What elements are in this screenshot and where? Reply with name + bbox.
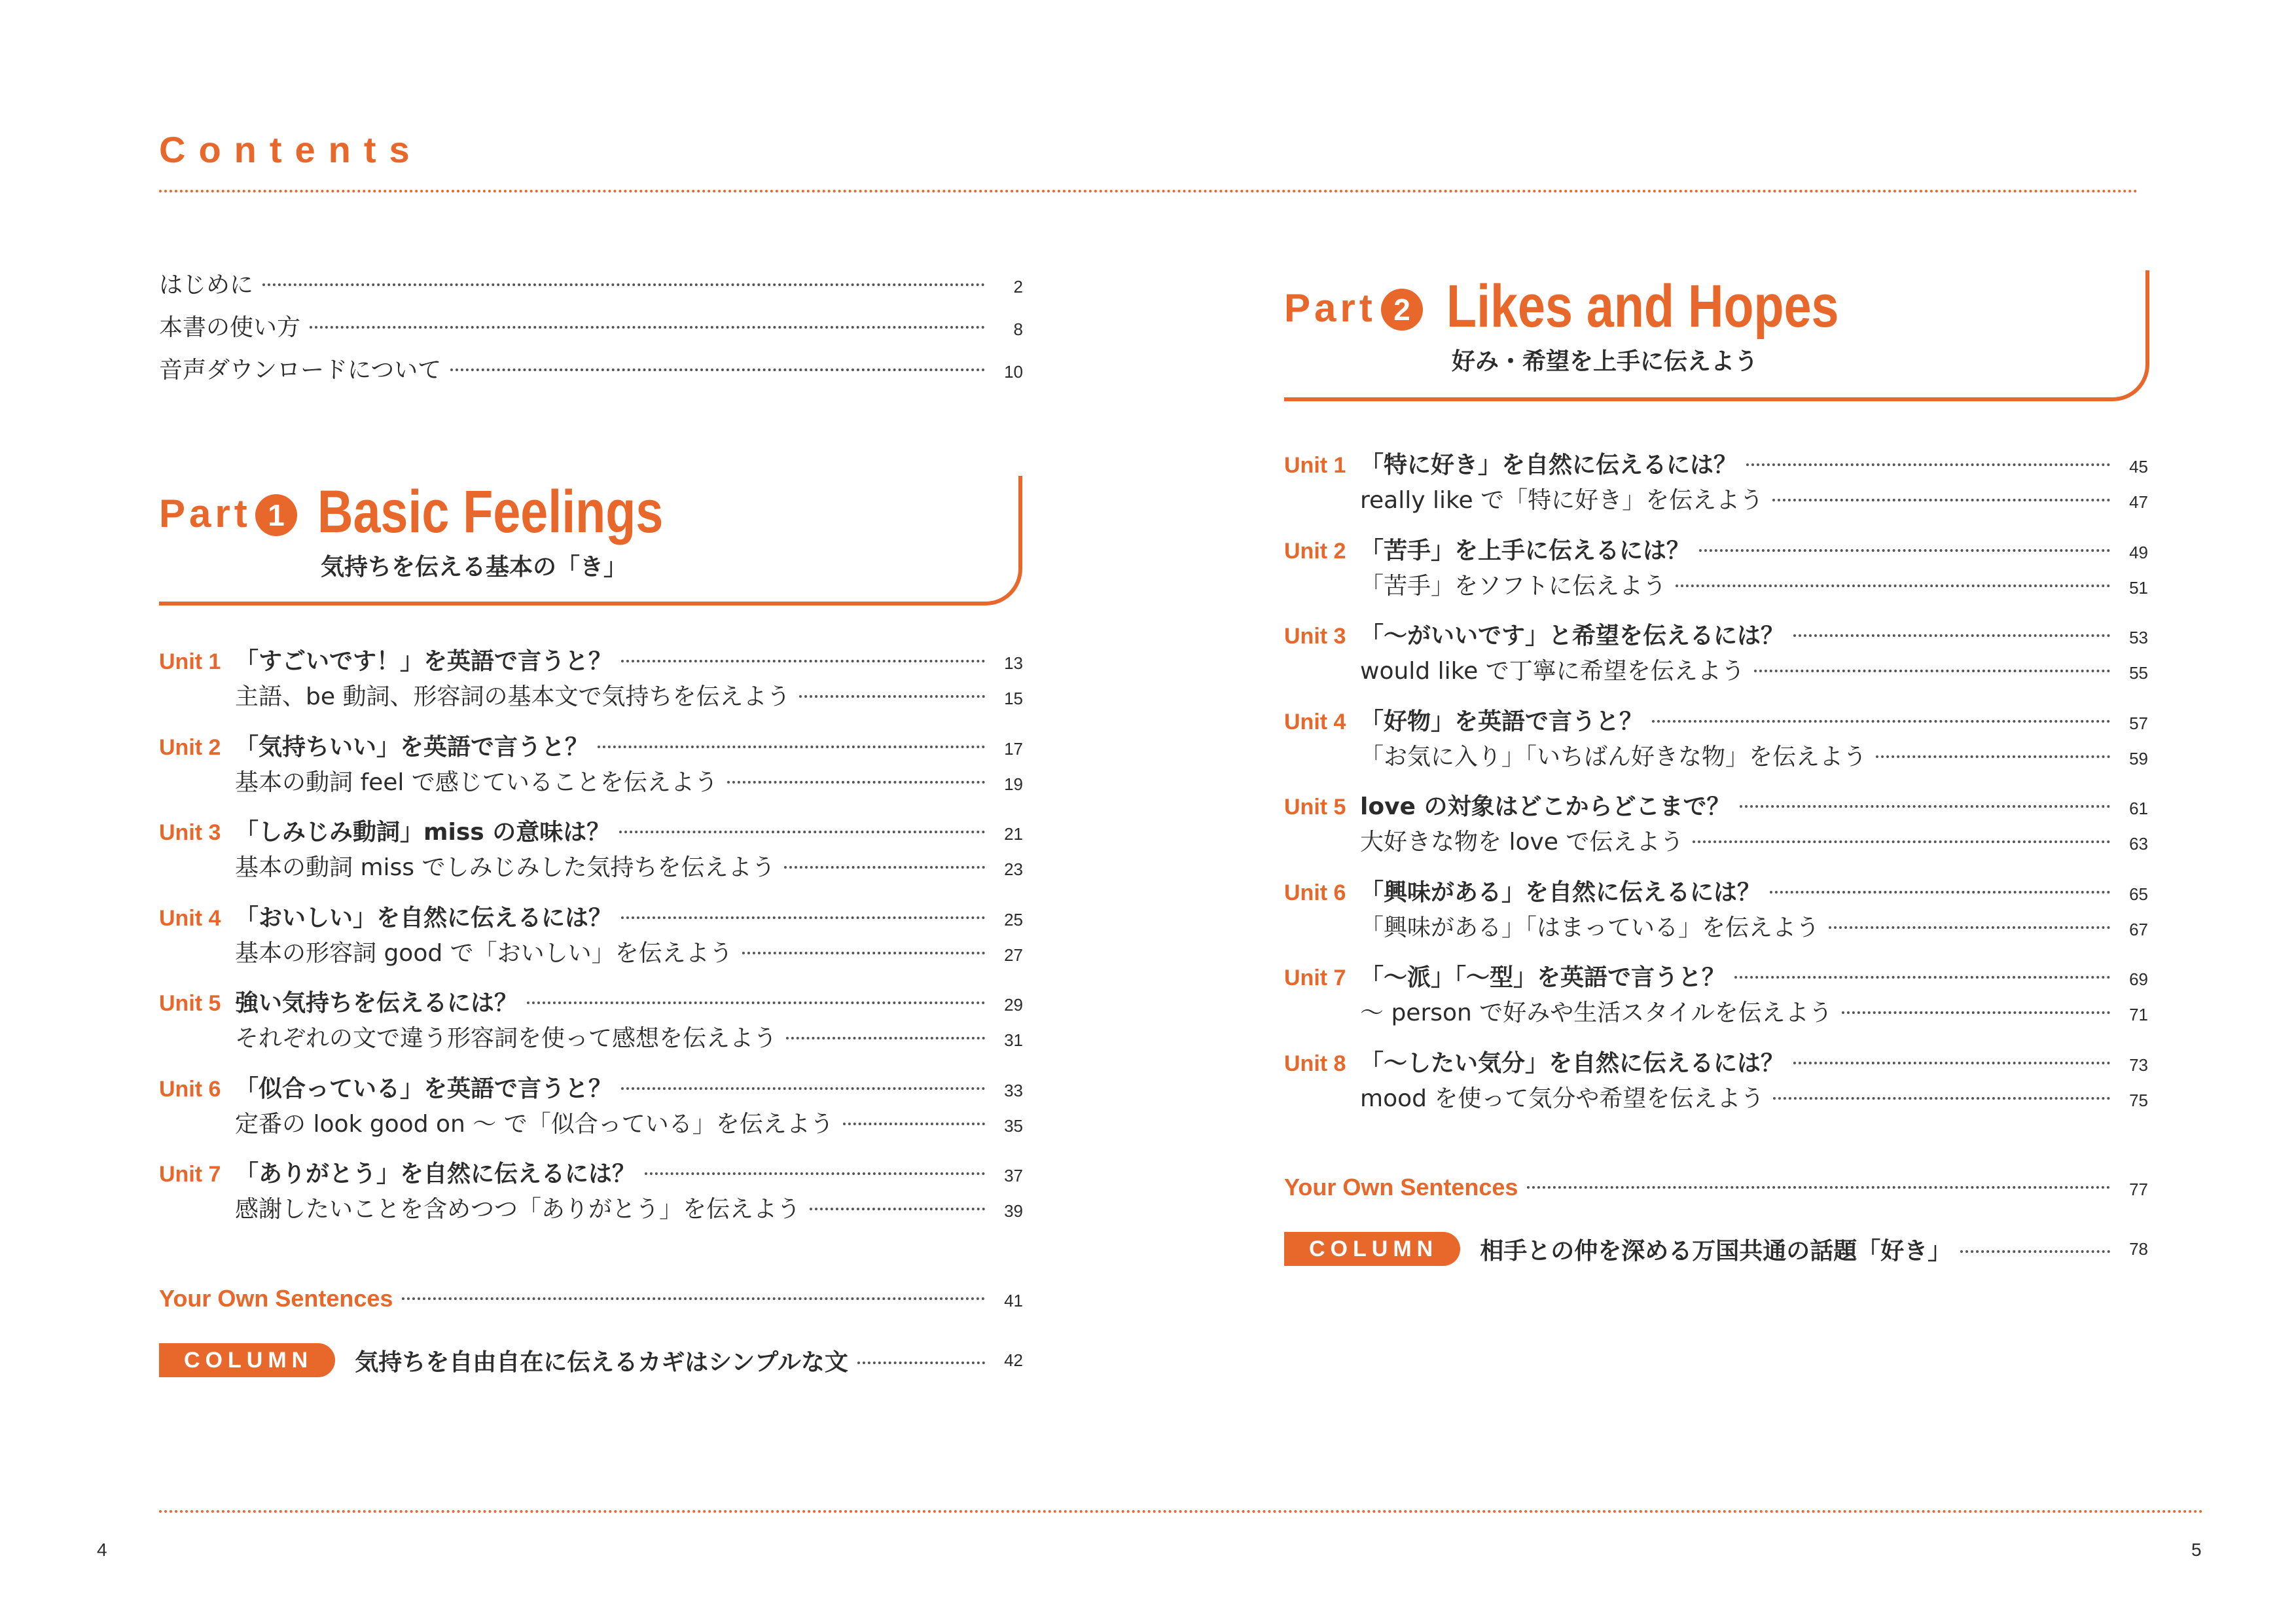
part2-title: Likes and Hopes [1446, 273, 1839, 340]
unit-title-wrap [1284, 617, 1784, 651]
unit-title-wrap [1284, 788, 1731, 821]
unit-sub-title: 大好きな物を love で伝えよう [1360, 829, 1684, 856]
leader-dots [1876, 755, 2110, 758]
unit-number: Unit 4 [159, 905, 221, 931]
column-badge: COLUMN [159, 1343, 335, 1377]
leader-dots [1734, 976, 2110, 979]
part1-number-badge: 1 [255, 494, 297, 536]
leader-dots [450, 369, 985, 371]
leader-dots [1699, 549, 2110, 552]
unit-row[interactable] [159, 729, 1023, 764]
leader-dots [1773, 1097, 2110, 1100]
page-number: 63 [2129, 834, 2148, 854]
unit-sub-title: 基本の形容詞 good で「おいしい」を伝えよう [235, 939, 733, 967]
leader-dots [1693, 840, 2110, 843]
your-own-sentences-label: Your Own Sentences [1284, 1174, 1518, 1200]
unit-title-wrap [1284, 1045, 1784, 1078]
part1-subtitle: 気持ちを伝える基本の「き」 [321, 554, 628, 581]
unit-sub-title: それぞれの文で違う形容詞を使って感想を伝えよう [235, 1025, 778, 1052]
leader-dots [799, 695, 985, 698]
unit-row[interactable] [1284, 532, 2148, 568]
unit-sub-title: 「興味がある」「はまっている」を伝えよう [1360, 914, 1820, 941]
unit-sub-title: 基本の動詞 feel で感じていることを伝えよう [235, 768, 718, 796]
unit-number: Unit 1 [159, 649, 221, 674]
intro-entry[interactable] [159, 352, 1023, 387]
unit-number: Unit 6 [1284, 880, 1346, 905]
page-number: 73 [2129, 1055, 2148, 1075]
unit-sub-title: 基本の動詞 miss でしみじみした気持ちを伝えよう [235, 854, 776, 881]
column-label: 相手との仲を深める万国共通の話題「好き」 [1480, 1237, 1952, 1265]
page-number: 55 [2129, 663, 2148, 683]
unit-sub-row[interactable] [1360, 482, 2148, 517]
page-number-right: 5 [2191, 1540, 2202, 1560]
page-number: 33 [1004, 1080, 1023, 1100]
page-number: 69 [2129, 969, 2148, 989]
unit-sub-title: 「苦手」をソフトに伝えよう [1360, 572, 1667, 600]
leader-dots [742, 952, 985, 954]
unit-sub-row[interactable] [1360, 994, 2148, 1030]
unit-title-wrap [159, 1070, 612, 1104]
leader-dots [857, 1362, 985, 1364]
page-number: 67 [2129, 919, 2148, 939]
leader-dots [1829, 926, 2110, 929]
unit-sub-row[interactable] [235, 678, 1023, 713]
page-number: 13 [1004, 653, 1023, 673]
page-number: 21 [1004, 824, 1023, 844]
part2-subtitle: 好み・希望を上手に伝えよう [1452, 348, 1759, 375]
leader-dots [810, 1208, 985, 1210]
page-number: 27 [1004, 945, 1023, 965]
unit-sub-row[interactable] [235, 935, 1023, 970]
leader-dots [1676, 585, 2110, 587]
leader-dots [786, 1037, 985, 1039]
part1-part-word: Part [159, 492, 251, 535]
unit-sub-title: ～ person で好みや生活スタイルを伝えよう [1360, 1000, 1833, 1026]
header-rule [159, 190, 2139, 192]
leader-dots [402, 1297, 985, 1300]
page-number: 49 [2129, 542, 2148, 562]
unit-number: Unit 2 [1284, 538, 1346, 564]
unit-title-wrap [159, 729, 588, 762]
page-number: 37 [1004, 1166, 1023, 1185]
leader-dots [621, 916, 985, 919]
leader-dots [784, 866, 985, 869]
unit-title: 「興味がある」を自然に伝えるには？ [1360, 878, 1761, 906]
unit-title: 「似合っている」を英語で言うと？ [235, 1075, 613, 1102]
unit-title: 「～したい気分」を自然に伝えるには？ [1360, 1049, 1785, 1077]
unit-number: Unit 2 [159, 734, 221, 760]
page-number: 53 [2129, 628, 2148, 647]
unit-sub-row[interactable] [235, 1020, 1023, 1055]
unit-row[interactable] [1284, 874, 2148, 909]
unit-sub-title: 感謝したいことを含めつつ「ありがとう」を伝えよう [235, 1196, 801, 1223]
intro-label: はじめに [159, 272, 254, 298]
unit-sub-title: 主語、be 動詞、形容詞の基本文で気持ちを伝えよう [235, 683, 791, 710]
unit-title: 「～がいいです」と希望を伝えるには？ [1360, 623, 1785, 649]
unit-title: 「ありがとう」を自然に伝えるには？ [235, 1161, 636, 1187]
part2-number-badge: 2 [1381, 289, 1423, 331]
contents-title: Contents [159, 129, 423, 170]
leader-dots [727, 781, 985, 784]
leader-dots [1527, 1186, 2110, 1189]
unit-title: 「すごいです！」を英語で言うと？ [235, 648, 613, 675]
page-number: 42 [1004, 1350, 1023, 1370]
unit-title-wrap [159, 899, 612, 933]
unit-row[interactable] [1284, 1045, 2148, 1080]
unit-title: 「苦手」を上手に伝えるには？ [1360, 537, 1691, 564]
footer-rule [159, 1510, 2204, 1513]
leader-dots [645, 1172, 985, 1175]
intro-entry[interactable] [159, 266, 1023, 302]
unit-title: 「しみじみ動詞」miss の意味は？ [235, 819, 611, 846]
unit-sub-title: 「お気に入り」「いちばん好きな物」を伝えよう [1360, 743, 1867, 770]
leader-dots [1960, 1250, 2110, 1253]
page-number: 57 [2129, 713, 2148, 733]
page-number: 41 [1004, 1291, 1023, 1310]
leader-dots [527, 1001, 985, 1004]
unit-sub-title: would like で丁寧に希望を伝えよう [1360, 658, 1745, 685]
page-number: 15 [1004, 689, 1023, 708]
page-number: 77 [2129, 1180, 2148, 1199]
leader-dots [310, 326, 985, 329]
unit-number: Unit 7 [1284, 965, 1346, 990]
unit-title: 「好物」を英語で言うと？ [1360, 708, 1643, 735]
column-label: 気持ちを自由自在に伝えるカギはシンプルな文 [355, 1348, 848, 1376]
page-number: 23 [1004, 859, 1023, 879]
page-number: 65 [2129, 884, 2148, 904]
unit-title-wrap [1284, 446, 1737, 480]
page-number: 29 [1004, 995, 1023, 1015]
intro-entry[interactable] [159, 309, 1023, 344]
page-number: 47 [2129, 492, 2148, 512]
unit-title-wrap [1284, 874, 1761, 907]
unit-sub-row[interactable] [1360, 909, 2148, 945]
part2-part-word: Part [1284, 286, 1376, 330]
page-number: 2 [1013, 277, 1023, 297]
unit-row[interactable] [1284, 617, 2148, 653]
unit-number: Unit 3 [1284, 624, 1346, 649]
unit-title-wrap [159, 984, 518, 1018]
leader-dots [1793, 634, 2110, 637]
unit-title: 「～派」「～型」を英語で言うと？ [1360, 964, 1726, 991]
intro-label: 本書の使い方 [159, 314, 301, 341]
unit-number: Unit 5 [159, 991, 221, 1016]
intro-label: 音声ダウンロードについて [159, 357, 442, 384]
unit-sub-row[interactable] [235, 764, 1023, 799]
unit-number: Unit 8 [1284, 1051, 1346, 1076]
part2-column-entry[interactable] [1284, 1229, 2148, 1269]
leader-dots [1770, 891, 2110, 893]
leader-dots [1740, 805, 2111, 808]
page-number: 61 [2129, 799, 2148, 818]
unit-number: Unit 3 [159, 820, 221, 845]
page-number: 39 [1004, 1201, 1023, 1221]
page-number: 78 [2129, 1238, 2148, 1259]
page-number: 45 [2129, 457, 2148, 477]
unit-row[interactable] [159, 643, 1023, 678]
leader-dots [1793, 1062, 2110, 1064]
unit-title-wrap [159, 1155, 636, 1189]
page-number: 10 [1004, 362, 1023, 382]
leader-dots [843, 1123, 985, 1125]
leader-dots [1842, 1011, 2110, 1014]
part2-your-own-sentences[interactable] [1284, 1174, 2148, 1209]
leader-dots [619, 831, 985, 833]
unit-title: love の対象はどこからどこまで？ [1360, 793, 1731, 820]
page-number: 19 [1004, 774, 1023, 794]
column-badge: COLUMN [1284, 1232, 1460, 1266]
unit-title-wrap [1284, 703, 1643, 736]
unit-number: Unit 7 [159, 1162, 221, 1187]
unit-row[interactable] [1284, 788, 2148, 823]
part1-your-own-sentences[interactable] [159, 1285, 1023, 1320]
unit-row[interactable] [1284, 446, 2148, 482]
unit-number: Unit 1 [1284, 453, 1346, 478]
unit-row[interactable] [159, 814, 1023, 849]
page-number-left: 4 [97, 1540, 107, 1560]
page-number: 25 [1004, 909, 1023, 929]
unit-sub-row[interactable] [1360, 653, 2148, 688]
unit-row[interactable] [1284, 703, 2148, 738]
unit-row[interactable] [1284, 959, 2148, 994]
unit-sub-title: 定番の look good on ～ で「似合っている」を伝えよう [235, 1110, 834, 1138]
unit-row[interactable] [159, 899, 1023, 935]
part1-title: Basic Feelings [317, 478, 664, 545]
unit-sub-row[interactable] [235, 1106, 1023, 1141]
unit-title-wrap [159, 643, 612, 676]
page-number: 31 [1004, 1030, 1023, 1050]
unit-title: 「特に好き」を自然に伝えるには？ [1360, 452, 1738, 478]
unit-sub-row[interactable] [235, 849, 1023, 884]
page-number: 51 [2129, 577, 2148, 598]
unit-row[interactable] [159, 1070, 1023, 1106]
page-number: 17 [1004, 738, 1023, 759]
unit-sub-row[interactable] [1360, 1080, 2148, 1115]
leader-dots [1652, 720, 2110, 723]
unit-title-wrap [1284, 532, 1690, 566]
unit-title: 「気持ちいい」を英語で言うと？ [235, 733, 589, 761]
unit-sub-row[interactable] [1360, 823, 2148, 859]
page-number: 59 [2129, 748, 2148, 768]
unit-sub-row[interactable] [1360, 738, 2148, 774]
unit-number: Unit 6 [159, 1076, 221, 1102]
page-number: 35 [1004, 1115, 1023, 1136]
leader-dots [1754, 670, 2110, 672]
leader-dots [262, 283, 985, 286]
part1-column-entry[interactable] [159, 1341, 1023, 1380]
unit-number: Unit 5 [1284, 795, 1346, 820]
unit-number: Unit 4 [1284, 709, 1346, 734]
leader-dots [621, 660, 985, 662]
unit-title-wrap [1284, 959, 1725, 992]
unit-title: 「おいしい」を自然に伝えるには？ [235, 904, 613, 931]
unit-sub-title: mood を使って気分や希望を伝えよう [1360, 1085, 1765, 1112]
page-number: 8 [1013, 319, 1023, 339]
page-number: 71 [2129, 1005, 2148, 1024]
your-own-sentences-label: Your Own Sentences [159, 1285, 393, 1312]
unit-sub-title: really like で「特に好き」を伝えよう [1360, 487, 1764, 514]
unit-row[interactable] [159, 1155, 1023, 1191]
leader-dots [598, 746, 985, 748]
unit-title-wrap [159, 814, 610, 847]
leader-dots [621, 1087, 985, 1090]
unit-row[interactable] [159, 984, 1023, 1020]
leader-dots [1772, 499, 2110, 501]
leader-dots [1746, 463, 2110, 466]
unit-sub-row[interactable] [1360, 568, 2148, 603]
page-number: 75 [2129, 1090, 2148, 1110]
unit-sub-row[interactable] [235, 1191, 1023, 1226]
unit-title: 強い気持ちを伝えるには？ [235, 990, 518, 1017]
